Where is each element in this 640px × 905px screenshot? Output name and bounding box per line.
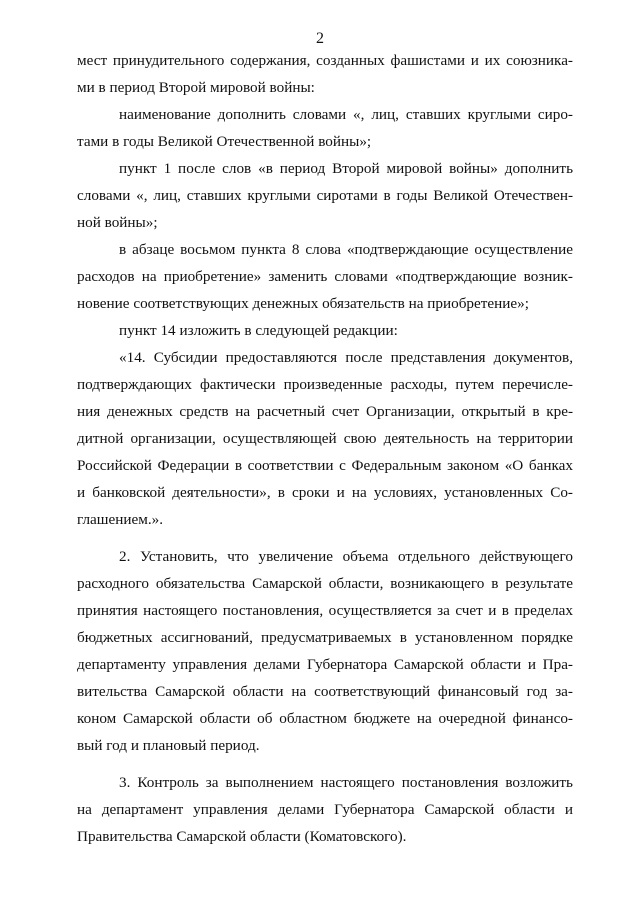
text-line: подтверждающих фактически произведенные расходы, путем перечисле- — [77, 376, 573, 393]
paragraph-section-3 — [77, 769, 573, 850]
paragraph-section-2 — [77, 543, 573, 759]
text-line: Правительства Самарской области (Коматовского). — [77, 828, 407, 845]
text-line: Российской Федерации в соответствии с Федеральным законом «О банках — [77, 457, 573, 474]
text-line: принятия настоящего постановления, осуществляется за счет и в пределах — [77, 602, 573, 619]
text-line: пункт 14 изложить в следующей редакции: — [119, 322, 398, 339]
text-line: 2. Установить, что увеличение объема отдельного действующего — [119, 548, 573, 565]
paragraph-amendment-point-14 — [77, 317, 573, 344]
text-line: вый год и плановый период. — [77, 737, 260, 754]
paragraph-amendment-point-1 — [77, 155, 573, 236]
paragraph-amendment-title — [77, 101, 573, 155]
text-line: дитной организации, осуществляющей свою деятельность на территории — [77, 430, 573, 447]
document-body — [77, 47, 573, 850]
text-line: ной войны»; — [77, 214, 158, 231]
text-line: и банковской деятельности», в сроки и на условиях, установленных Со- — [77, 484, 573, 501]
text-line: ми в период Второй мировой войны: — [77, 79, 315, 96]
text-line: бюджетных ассигнований, предусматриваемых в установленном порядке — [77, 629, 573, 646]
paragraph-continuation — [77, 47, 573, 101]
text-line: расходного обязательства Самарской области, возникающего в результате — [77, 575, 573, 592]
text-line: 3. Контроль за выполнением настоящего постановления возложить — [119, 774, 573, 791]
text-line: словами «, лиц, ставших круглыми сиротами в годы Великой Отечествен- — [77, 187, 573, 204]
text-line: вительства Самарской области на соответствующий финансовый год за- — [77, 683, 573, 700]
text-line: расходов на приобретение» заменить словами «подтверждающие возник- — [77, 268, 573, 285]
text-line: на департамент управления делами Губернатора Самарской области и — [77, 801, 573, 818]
text-line: ния денежных средств на расчетный счет Организации, открытый в кре- — [77, 403, 573, 420]
paragraph-quoted-point-14 — [77, 344, 573, 533]
text-line: глашением.». — [77, 511, 164, 528]
text-line: коном Самарской области об областном бюджете на очередной финансо- — [77, 710, 573, 727]
text-line: департаменту управления делами Губернатора Самарской области и Пра- — [77, 656, 573, 673]
paragraph-amendment-point-8 — [77, 236, 573, 317]
text-line: «14. Субсидии предоставляются после представления документов, — [119, 349, 573, 366]
text-line: мест принудительного содержания, созданных фашистами и их союзника- — [77, 52, 573, 69]
text-line: наименование дополнить словами «, лиц, ставших круглыми сиро- — [119, 106, 573, 123]
text-line: пункт 1 после слов «в период Второй мировой войны» дополнить — [119, 160, 573, 177]
text-line: новение соответствующих денежных обязательств на приобретение»; — [77, 295, 529, 312]
page-number: 2 — [316, 30, 324, 47]
text-line: в абзаце восьмом пункта 8 слова «подтверждающие осуществление — [119, 241, 573, 258]
text-line: тами в годы Великой Отечественной войны»; — [77, 133, 372, 150]
